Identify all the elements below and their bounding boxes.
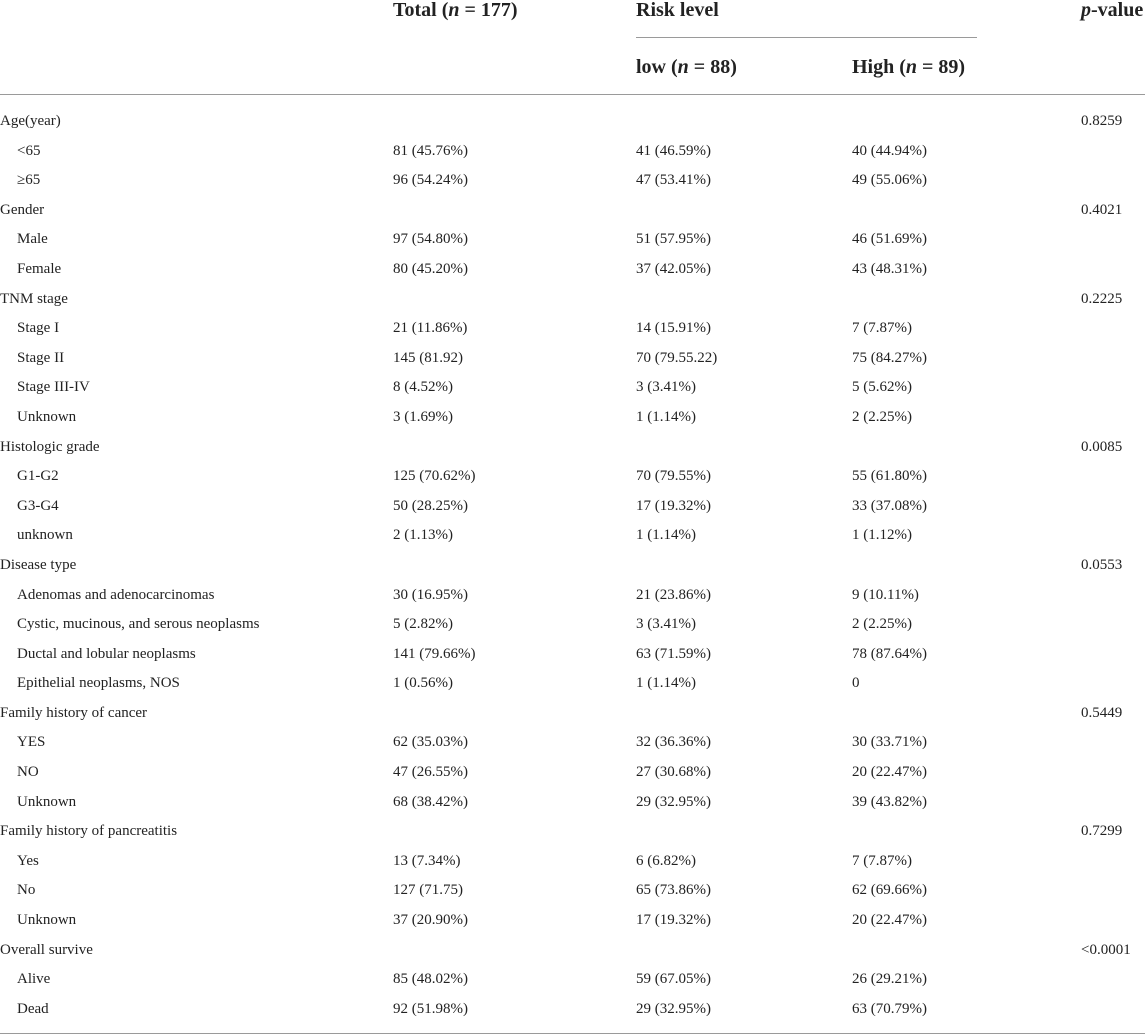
row-label: Yes: [17, 852, 39, 869]
cell-low-risk: 70 (79.55.22): [636, 349, 718, 366]
cell-high-risk: 39 (43.82%): [852, 793, 927, 810]
row-label: Stage I: [17, 320, 60, 337]
cell-total: 68 (38.42%): [393, 793, 468, 810]
header-total: [393, 0, 518, 20]
cell-total: 96 (54.24%): [393, 172, 468, 189]
cell-high-risk: 30 (33.71%): [852, 734, 927, 751]
cell-total: 37 (20.90%): [393, 912, 468, 929]
header-p-suffix: -value: [1091, 0, 1144, 21]
cell-high-risk: 75 (84.27%): [852, 349, 927, 366]
cell-total: 47 (26.55%): [393, 764, 468, 781]
cell-low-risk: 32 (36.36%): [636, 734, 711, 751]
row-label: Age(year): [0, 113, 61, 129]
cell-total: 3 (1.69%): [393, 408, 453, 425]
table-row: [0, 314, 1145, 344]
cell-total: 62 (35.03%): [393, 734, 468, 751]
row-label: G1-G2: [17, 468, 59, 485]
cell-low-risk: 29 (32.95%): [636, 1000, 711, 1017]
header-total-prefix: Total (: [393, 0, 449, 21]
cell-total: 85 (48.02%): [393, 971, 468, 988]
cell-high-risk: 5 (5.62%): [852, 379, 912, 396]
cell-low-risk: 63 (71.59%): [636, 645, 711, 662]
cell-low-risk: 70 (79.55%): [636, 468, 711, 485]
cell-high-risk: 0: [852, 675, 860, 692]
cell-low-risk: 17 (19.32%): [636, 497, 711, 514]
row-label: Stage III-IV: [17, 379, 90, 396]
table-row: [0, 640, 1145, 670]
table-row: [0, 965, 1145, 995]
header-risk-level: Risk level: [636, 0, 719, 21]
row-label: unknown: [17, 527, 73, 544]
cell-high-risk: 7 (7.87%): [852, 852, 912, 869]
table-row: [0, 610, 1145, 640]
cell-low-risk: 65 (73.86%): [636, 882, 711, 899]
table-row: [0, 492, 1145, 522]
row-label: Unknown: [17, 793, 77, 810]
table-row: [0, 225, 1145, 255]
cell-low-risk: 1 (1.14%): [636, 527, 696, 544]
cell-high-risk: 49 (55.06%): [852, 172, 927, 189]
row-label: Epithelial neoplasms, NOS: [17, 675, 180, 692]
table-row: [0, 166, 1145, 196]
cell-low-risk: 3 (3.41%): [636, 616, 696, 633]
cell-p-value: 0.0085: [1081, 438, 1123, 455]
table-row: [0, 995, 1145, 1025]
cell-total: 141 (79.66%): [393, 645, 476, 662]
table-row: [0, 906, 1145, 936]
table-row: [0, 462, 1145, 492]
cell-high-risk: 33 (37.08%): [852, 497, 927, 514]
header-bottom-rule: [0, 94, 1145, 95]
row-label: Unknown: [17, 408, 77, 425]
cell-low-risk: 29 (32.95%): [636, 793, 711, 810]
cell-high-risk: 2 (2.25%): [852, 616, 912, 633]
table-section-row: [0, 433, 1145, 463]
cell-low-risk: 37 (42.05%): [636, 260, 711, 277]
cell-low-risk: 51 (57.95%): [636, 231, 711, 248]
cell-total: 5 (2.82%): [393, 616, 453, 633]
cell-low-risk: 17 (19.32%): [636, 912, 711, 929]
table-row: [0, 255, 1145, 285]
table-section-row: [0, 699, 1145, 729]
cell-total: 127 (71.75): [393, 882, 463, 899]
header-risk-divider: [636, 37, 977, 38]
header-low: [636, 57, 737, 77]
cell-total: 145 (81.92): [393, 349, 463, 366]
row-label: Overall survive: [0, 941, 93, 958]
table-row: [0, 788, 1145, 818]
header-high-n: n: [905, 56, 918, 78]
cell-high-risk: 20 (22.47%): [852, 912, 927, 929]
header-high: [852, 57, 965, 77]
header-p-value: [1081, 0, 1143, 20]
table-section-row: [0, 196, 1145, 226]
cell-total: 80 (45.20%): [393, 260, 468, 277]
row-label: Dead: [17, 1000, 49, 1017]
cell-high-risk: 78 (87.64%): [852, 645, 927, 662]
cell-high-risk: 2 (2.25%): [852, 408, 912, 425]
header-total-suffix: = 177): [459, 0, 518, 21]
cell-high-risk: 46 (51.69%): [852, 231, 927, 248]
table-row: [0, 728, 1145, 758]
cell-low-risk: 1 (1.14%): [636, 408, 696, 425]
cell-high-risk: 55 (61.80%): [852, 468, 927, 485]
cell-high-risk: 26 (29.21%): [852, 971, 927, 988]
table-row: [0, 521, 1145, 551]
row-label: ≥65: [17, 172, 41, 189]
row-label: Female: [17, 260, 62, 277]
cell-total: 30 (16.95%): [393, 586, 468, 603]
row-label: G3-G4: [17, 497, 59, 514]
cell-p-value: 0.2225: [1081, 290, 1123, 307]
cell-low-risk: 3 (3.41%): [636, 379, 696, 396]
row-label: Cystic, mucinous, and serous neoplasms: [17, 616, 260, 633]
cell-p-value: <0.0001: [1081, 941, 1131, 958]
cell-high-risk: 9 (10.11%): [852, 586, 919, 603]
table-section-row: [0, 551, 1145, 581]
row-label: Stage II: [17, 349, 65, 366]
cell-high-risk: 7 (7.87%): [852, 320, 912, 337]
cell-high-risk: 62 (69.66%): [852, 882, 927, 899]
cell-high-risk: 43 (48.31%): [852, 260, 927, 277]
table-row: [0, 581, 1145, 611]
cell-low-risk: 41 (46.59%): [636, 142, 711, 159]
table-bottom-rule: [0, 1033, 1145, 1034]
cell-p-value: 0.4021: [1081, 201, 1123, 218]
cell-total: 125 (70.62%): [393, 468, 476, 485]
cell-p-value: 0.7299: [1081, 823, 1123, 840]
cell-low-risk: 1 (1.14%): [636, 675, 696, 692]
row-label: Male: [17, 231, 48, 248]
cell-low-risk: 21 (23.86%): [636, 586, 711, 603]
table-section-row: [0, 817, 1145, 847]
header-low-n: n: [677, 56, 689, 78]
cell-high-risk: 40 (44.94%): [852, 142, 927, 159]
cell-total: 97 (54.80%): [393, 231, 468, 248]
cell-low-risk: 14 (15.91%): [636, 320, 711, 337]
cell-low-risk: 59 (67.05%): [636, 971, 711, 988]
header-low-suffix: = 88): [688, 56, 737, 78]
row-label: Ductal and lobular neoplasms: [17, 645, 196, 662]
row-label: Gender: [0, 201, 45, 218]
cell-total: 1 (0.56%): [393, 675, 453, 692]
header-p-symbol: p: [1081, 0, 1091, 21]
table-row: [0, 758, 1145, 788]
row-label: TNM stage: [0, 290, 68, 307]
cell-total: 81 (45.76%): [393, 142, 468, 159]
cell-total: 13 (7.34%): [393, 852, 461, 869]
row-label: Histologic grade: [0, 438, 100, 455]
cell-high-risk: 20 (22.47%): [852, 764, 927, 781]
cell-total: 92 (51.98%): [393, 1000, 468, 1017]
row-label: NO: [17, 764, 39, 781]
row-label: No: [17, 882, 36, 899]
cell-p-value: 0.0553: [1081, 556, 1123, 573]
table-section-row: [0, 936, 1145, 966]
table-body: [0, 107, 1145, 1024]
row-label: <65: [17, 142, 41, 159]
table-row: [0, 876, 1145, 906]
cell-total: 50 (28.25%): [393, 497, 468, 514]
cell-p-value: 0.8259: [1081, 113, 1123, 129]
row-label: Family history of pancreatitis: [0, 823, 178, 840]
table-row: [0, 137, 1145, 167]
row-label: Disease type: [0, 556, 77, 573]
cell-high-risk: 1 (1.12%): [852, 527, 912, 544]
row-label: Unknown: [17, 912, 77, 929]
table-section-row: [0, 107, 1145, 137]
cell-total: 8 (4.52%): [393, 379, 453, 396]
cell-total: 21 (11.86%): [393, 320, 468, 337]
cell-low-risk: 27 (30.68%): [636, 764, 711, 781]
table-row: [0, 373, 1145, 403]
table-row: [0, 403, 1145, 433]
row-label: YES: [17, 734, 46, 751]
header-high-prefix: High (: [852, 56, 906, 78]
header-total-n: n: [448, 0, 460, 21]
row-label: Family history of cancer: [0, 704, 148, 721]
header-low-prefix: low (: [636, 56, 678, 78]
row-label: Alive: [17, 971, 51, 988]
table-row: [0, 847, 1145, 877]
cell-low-risk: 47 (53.41%): [636, 172, 711, 189]
cell-low-risk: 6 (6.82%): [636, 852, 696, 869]
table-row: [0, 344, 1145, 374]
table-section-row: [0, 285, 1145, 315]
cell-high-risk: 63 (70.79%): [852, 1000, 927, 1017]
row-label: Adenomas and adenocarcinomas: [17, 586, 215, 603]
header-high-suffix: = 89): [917, 56, 966, 78]
table-row: [0, 669, 1145, 699]
cell-total: 2 (1.13%): [393, 527, 453, 544]
cell-p-value: 0.5449: [1081, 704, 1123, 721]
